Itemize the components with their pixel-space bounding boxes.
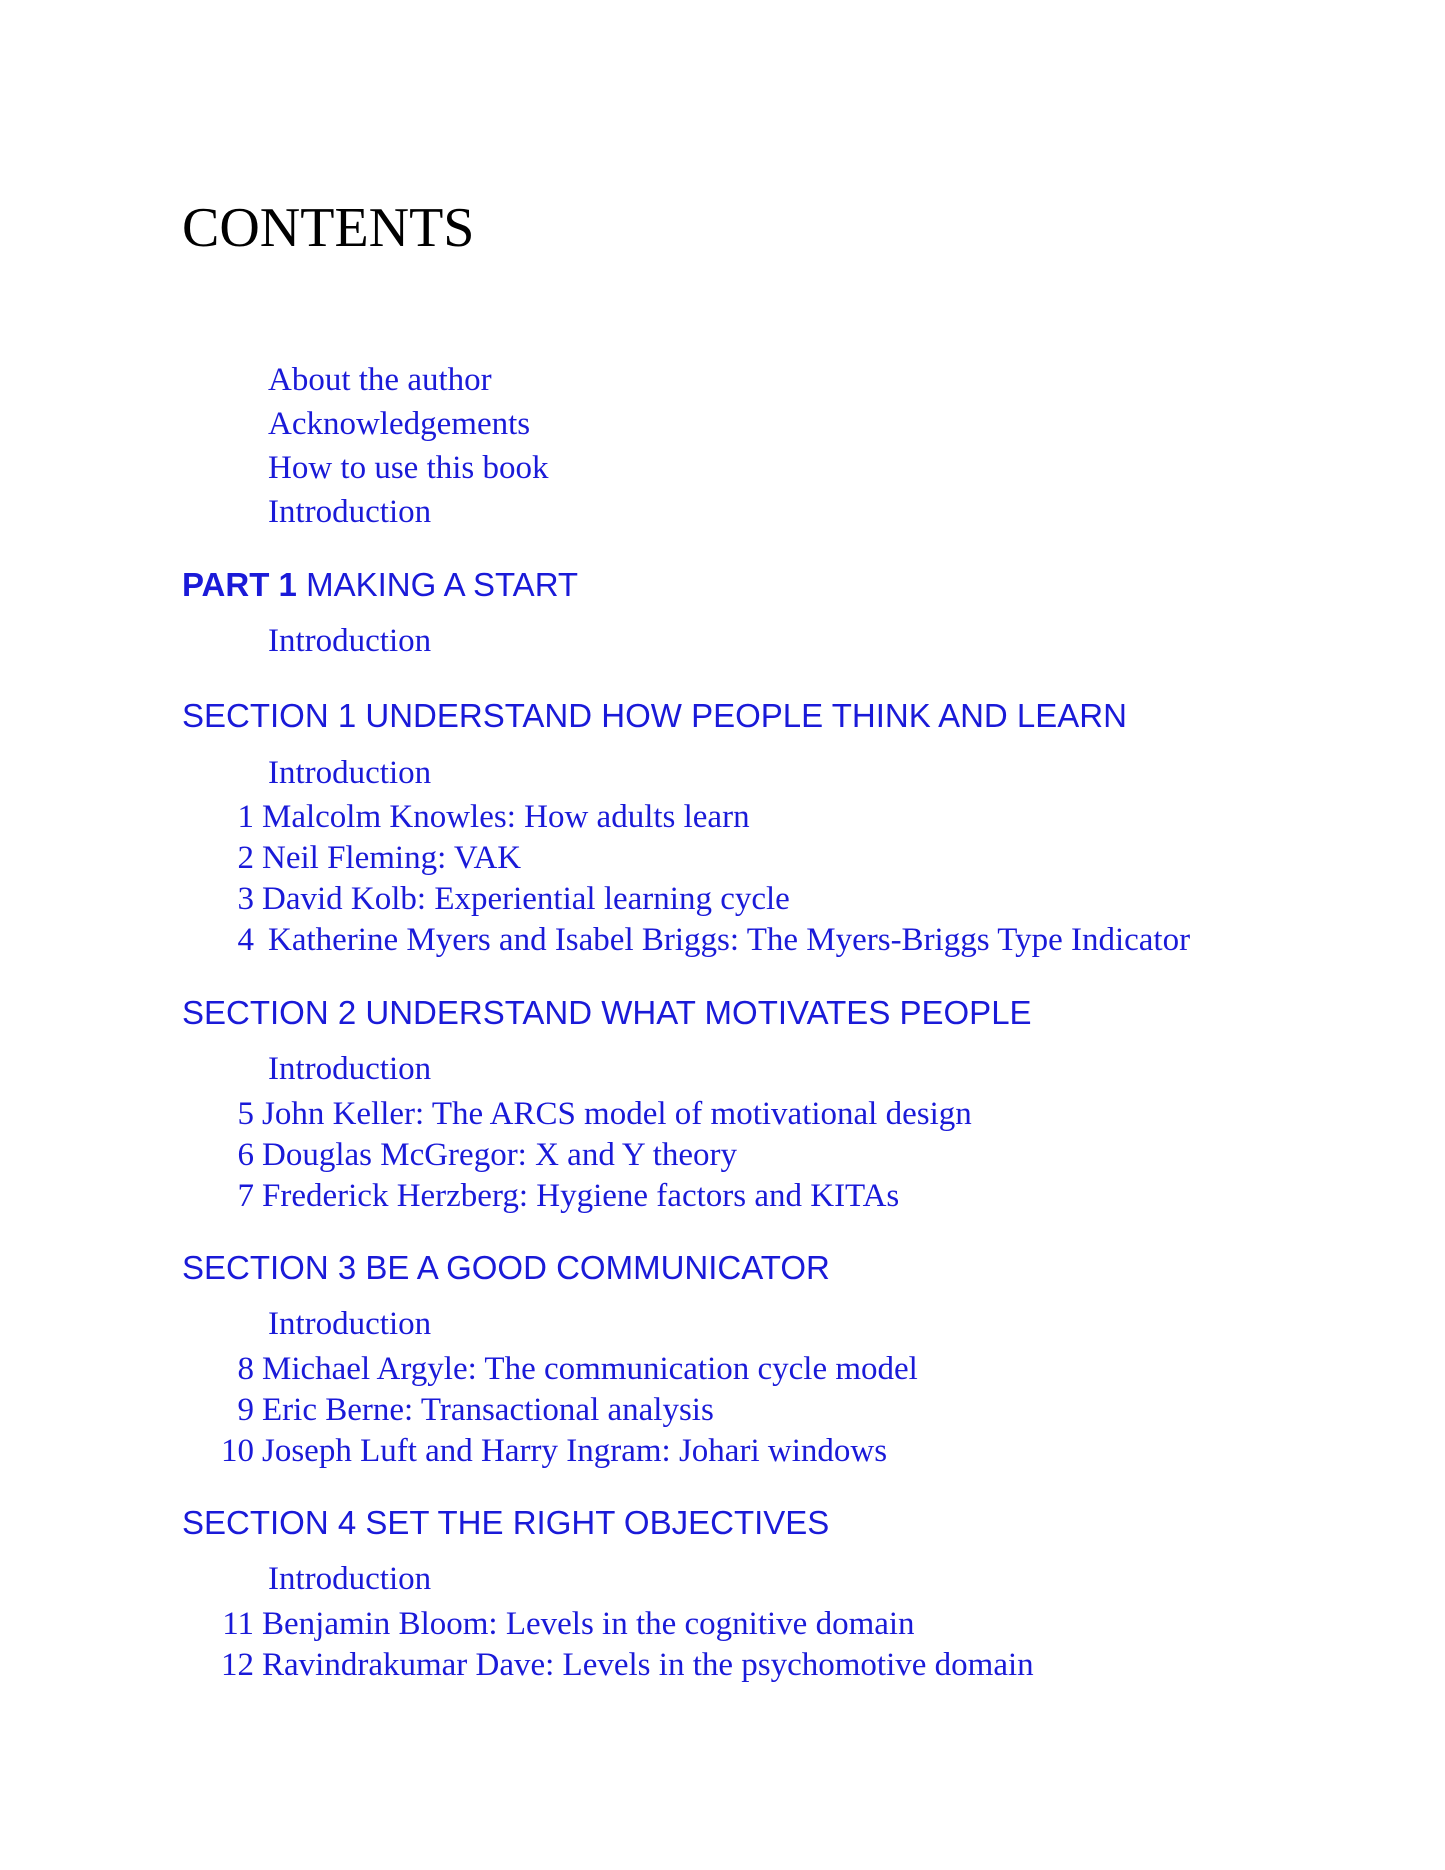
- part-title: MAKING A START: [306, 566, 579, 603]
- toc-section-3-heading[interactable]: SECTION 3 BE A GOOD COMMUNICATOR: [182, 1249, 830, 1286]
- chapter-title: Neil Fleming: VAK: [262, 840, 522, 876]
- toc-section-2-heading[interactable]: SECTION 2 UNDERSTAND WHAT MOTIVATES PEOPLE: [182, 994, 1032, 1031]
- chapter-title: Michael Argyle: The communication cycle model: [262, 1351, 918, 1387]
- toc-section-4-heading[interactable]: SECTION 4 SET THE RIGHT OBJECTIVES: [182, 1504, 830, 1541]
- chapter-number: 4: [237, 922, 254, 958]
- chapter-title: Douglas McGregor: X and Y theory: [262, 1137, 738, 1173]
- toc-link-about-author[interactable]: About the author: [268, 362, 492, 398]
- chapter-title: Eric Berne: Transactional analysis: [262, 1392, 714, 1428]
- toc-link-introduction[interactable]: Introduction: [268, 494, 432, 530]
- chapter-number: 1: [237, 799, 254, 835]
- front-matter-list: [268, 358, 1368, 534]
- toc-section-2-intro[interactable]: Introduction: [268, 1051, 432, 1087]
- chapter-number: 7: [237, 1178, 254, 1214]
- toc-section-1-heading[interactable]: SECTION 1 UNDERSTAND HOW PEOPLE THINK AND LEARN: [182, 697, 1127, 734]
- chapter-number: 12: [221, 1647, 254, 1683]
- chapter-title: Joseph Luft and Harry Ingram: Johari windows: [262, 1433, 888, 1469]
- chapter-number: 3: [237, 881, 254, 917]
- chapter-title: Frederick Herzberg: Hygiene factors and KITAs: [262, 1178, 900, 1214]
- page-title: CONTENTS: [182, 197, 475, 259]
- part-prefix: PART 1: [182, 566, 297, 603]
- toc-section-1-intro[interactable]: Introduction: [268, 755, 432, 791]
- chapter-number: 8: [237, 1351, 254, 1387]
- chapter-title: Malcolm Knowles: How adults learn: [262, 799, 750, 835]
- chapter-number: 5: [237, 1096, 254, 1132]
- chapter-number: 9: [237, 1392, 254, 1428]
- chapter-number: 11: [222, 1606, 254, 1642]
- toc-part-1-intro[interactable]: Introduction: [268, 623, 432, 659]
- toc-part-1-heading[interactable]: [182, 563, 578, 607]
- chapter-title: Benjamin Bloom: Levels in the cognitive domain: [262, 1606, 915, 1642]
- toc-section-4-intro[interactable]: Introduction: [268, 1561, 432, 1597]
- chapter-title: Ravindrakumar Dave: Levels in the psychomotive domain: [262, 1647, 1034, 1683]
- toc-section-3-intro[interactable]: Introduction: [268, 1306, 432, 1342]
- chapter-number: 6: [237, 1137, 254, 1173]
- chapter-title: David Kolb: Experiential learning cycle: [262, 881, 790, 917]
- chapter-title: John Keller: The ARCS model of motivational design: [262, 1096, 972, 1132]
- toc-link-acknowledgements[interactable]: Acknowledgements: [268, 406, 531, 442]
- chapter-number: 10: [221, 1433, 254, 1469]
- chapter-title: Katherine Myers and Isabel Briggs: The Myers-Briggs Type Indicator: [268, 922, 1191, 958]
- chapter-number: 2: [237, 840, 254, 876]
- toc-link-how-to-use[interactable]: How to use this book: [268, 450, 549, 486]
